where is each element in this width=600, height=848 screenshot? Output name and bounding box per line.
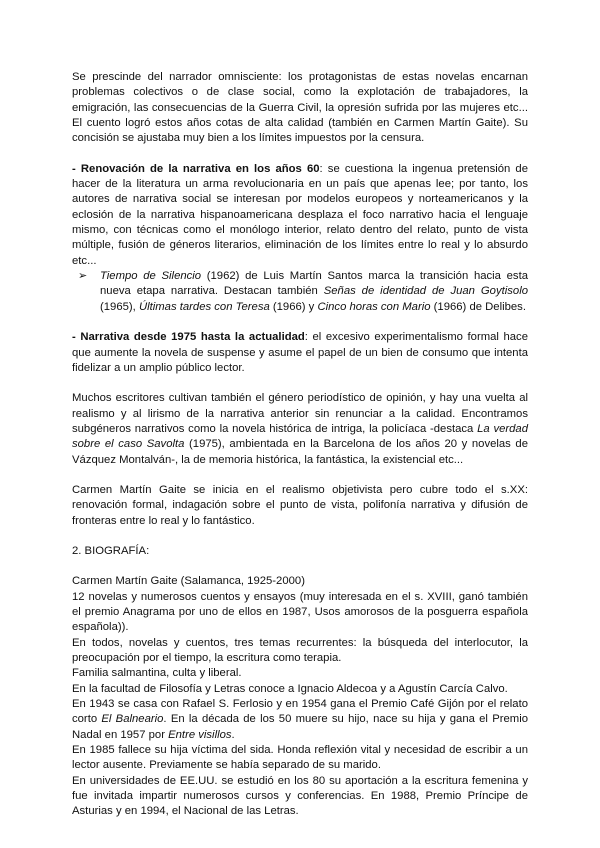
bio-text-part: En 1943 se casa con Rafael S. Ferlosio y en 1954 gana el Premio Café Gijón por el relato corto xyxy=(72,698,528,726)
arrow-bullet-icon: ➢ xyxy=(78,270,88,283)
paragraph-muchos-escritores xyxy=(72,391,528,468)
heading-renovacion-60: - Renovación de la narrativa en los años 60 xyxy=(72,162,320,175)
bio-text-part: . xyxy=(231,728,235,741)
bullet-text-part: (1966) de Delibes. xyxy=(430,300,526,313)
bio-line-name: Carmen Martín Gaite (Salamanca, 1925-2000) xyxy=(72,575,305,588)
bullet-text xyxy=(100,269,528,315)
title-tiempo-de-silencio: Tiempo de Silencio xyxy=(100,270,202,283)
paragraph-renovacion-60 xyxy=(72,162,528,269)
title-ultimas-tardes: Últimas tardes con Teresa xyxy=(138,300,270,313)
bio-text-part: . En la década de los 50 muere su hijo, nace su hija y gana el Premio Nadal en 1957 por xyxy=(72,713,528,741)
bullet-text-part: (1966) y xyxy=(269,300,318,313)
title-verdad-savolta: La verdad sobre el caso Savolta xyxy=(72,422,528,451)
heading-narrativa-1975: - Narrativa desde 1975 hasta la actualidad xyxy=(72,331,305,344)
title-el-balneario: El Balneario xyxy=(101,713,164,726)
narrativa-1975-text: : el excesivo experimentalismo formal hace que aumente la novela de suspense y asume el papel de un bien de consumo que intenta fidelizar a un amplio público lector. xyxy=(72,331,528,374)
paragraph-narrativa-social: Se prescinde del narrador omnisciente: los protagonistas de estas novelas encarnan problemas colectivos o de clase social, como la explotación de trabajadores, la emigración, las consecuencias de la Guerra Civil, la opresión sufrida por las mujeres etc... El cuento logró estos años cotas de alta calidad (también en Carmen Martín Gaite). Su concisión se ajustaba muy bien a los límites impuestos por la censura. xyxy=(72,71,528,145)
bio-line-universidades: En universidades de EE.UU. se estudió en los 80 su aportación a la escritura femenina y fue invitada impartir numerosos cursos y conferencias. En 1988, Premio Príncipe de Asturias y en 1994, el Nacional de las Letras. xyxy=(72,774,528,818)
document-page xyxy=(72,70,528,820)
bullet-item-tiempo-de-silencio xyxy=(78,269,528,315)
bullet-text-part: (1962) de Luis Martín Santos marca la transición hacia esta nueva etapa narrativa. Destacan también xyxy=(100,270,528,298)
paragraph-carmen-martin-gaite: Carmen Martín Gaite se inicia en el realismo objetivista pero cubre todo el s.XX: renovación formal, indagación sobre el punto de vista, polifonía narrativa y difusión de fronteras entre lo real y lo fantástico. xyxy=(72,483,528,527)
bio-line-novelas: 12 novelas y numerosos cuentos y ensayos (muy interesada en el s. XVIII, ganó también el premio Anagrama por uno de ellos en 1987, Usos amorosos de la posguerra española española)). xyxy=(72,590,528,634)
bio-line-temas: En todos, novelas y cuentos, tres temas recurrentes: la búsqueda del interlocutor, la preocupación por el tiempo, la escritura como terapia. xyxy=(72,636,528,664)
bio-line-1985: En 1985 fallece su hija víctima del sida. Honda reflexión vital y necesidad de escribir a un lector ausente. Previamente se había separado de su marido. xyxy=(72,744,528,772)
title-cinco-horas: Cinco horas con Mario xyxy=(317,300,431,313)
bio-line-familia: Familia salmantina, culta y liberal. xyxy=(72,667,242,680)
section-heading-biografia: 2. BIOGRAFÍA: xyxy=(72,544,150,557)
bio-line-facultad: En la facultad de Filosofía y Letras conoce a Ignacio Aldecoa y a Agustín Carcía Calvo. xyxy=(72,682,508,695)
bio-line-1943 xyxy=(72,697,528,743)
muchos-text-part: (1975), ambientada en la Barcelona de los años 20 y novelas de Vázquez Montalván-, la de memoria histórica, la fantástica, la existencial etc... xyxy=(72,438,528,466)
muchos-text-part: Muchos escritores cultivan también el género periodístico de opinión, y hay una vuelta al realismo y al lirismo de la narrativa anterior sin renunciar a la calidad. Encontramos subgéneros narrativos como la novela histórica de intriga, la policíaca -destaca xyxy=(72,392,528,435)
renovacion-text: : se cuestiona la ingenua pretensión de hacer de la literatura un arma revolucionaria en un país que apenas lee; por tanto, los autores de narrativa social se interesan por modelos europeos y norteamericanos y la eclosión de la narrativa hispanoamericana desplaza el foco narrativo hacia el lenguaje mismo, con técnicas como el monólogo interior, relato dentro del relato, punto de vista múltiple, fusión de géneros literarios, eliminación de los límites entre lo real y lo absurdo etc... xyxy=(72,162,528,267)
title-senas-de-identidad: Señas de identidad de Juan Goytisolo xyxy=(323,285,528,298)
bullet-text-part: (1965), xyxy=(100,300,139,313)
title-entre-visillos: Entre visillos xyxy=(168,728,232,741)
paragraph-narrativa-1975 xyxy=(72,330,528,376)
